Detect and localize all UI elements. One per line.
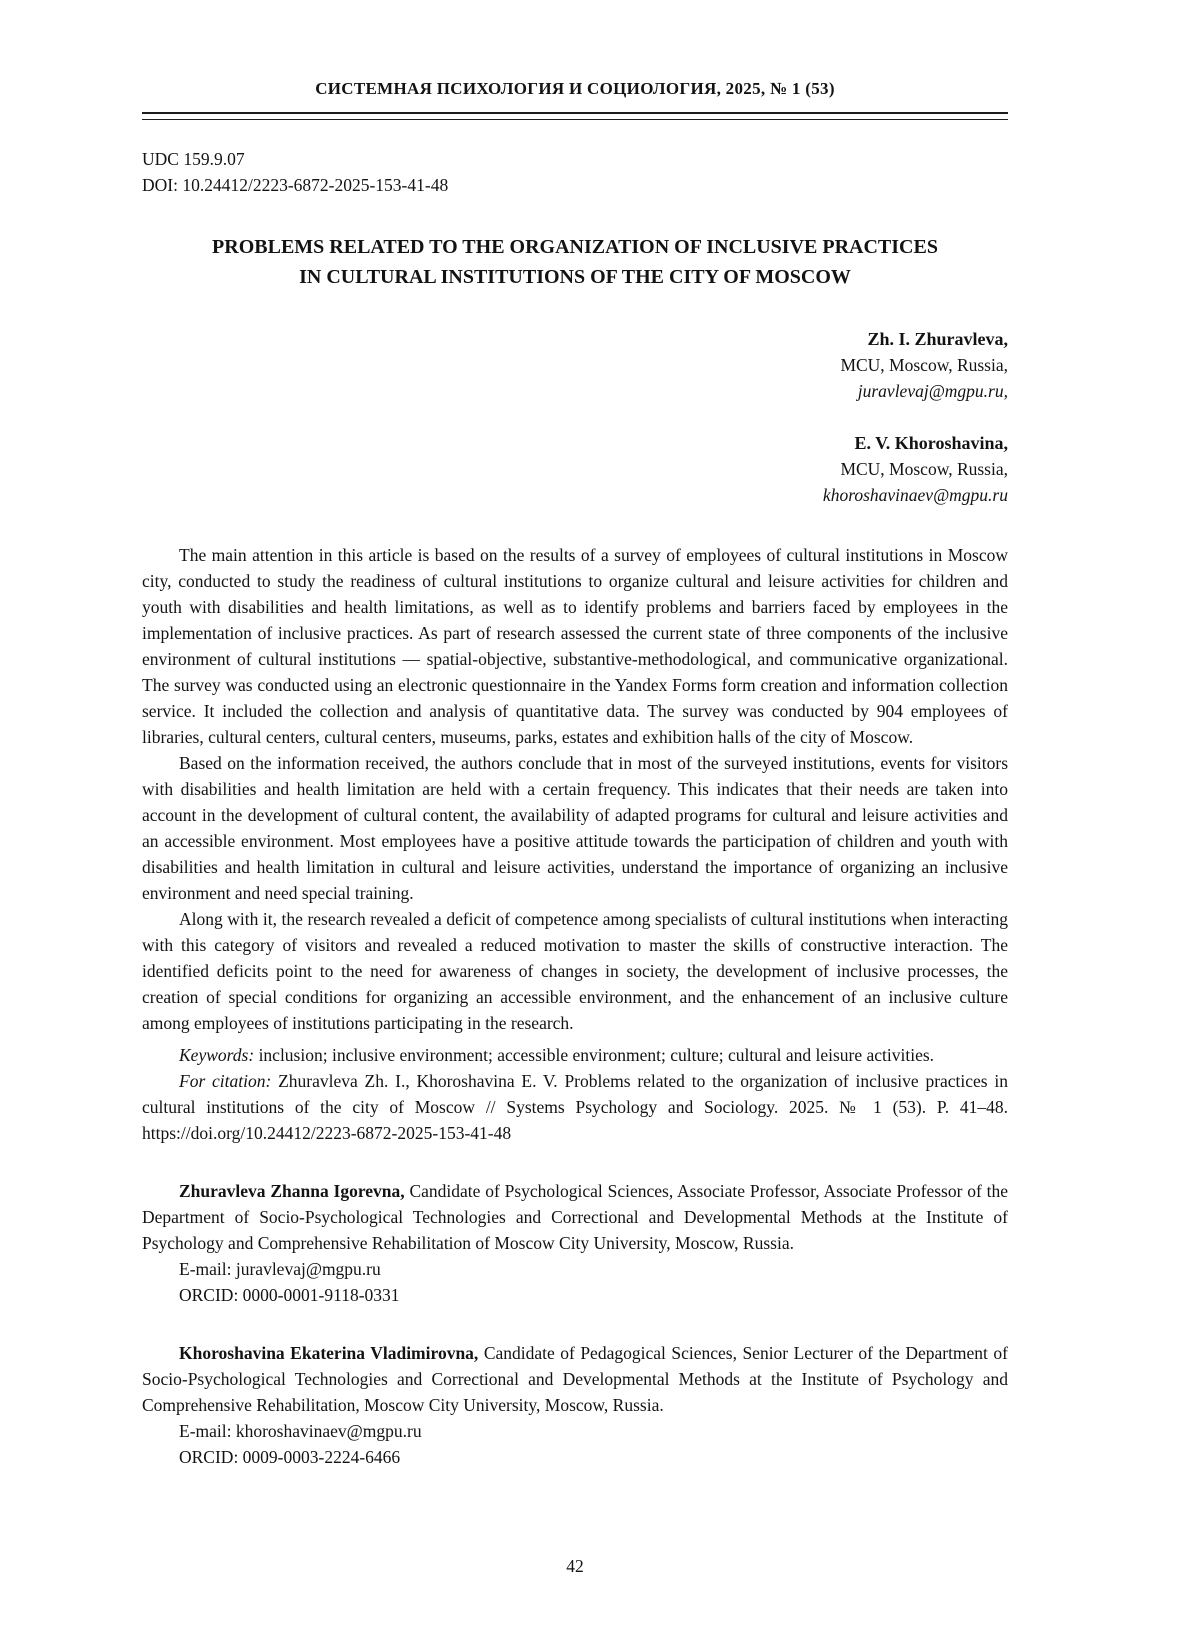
author-name: Zh. I. Zhuravleva, [867, 329, 1008, 349]
abstract-paragraph: Based on the information received, the authors conclude that in most of the surveyed institutions, events for visitors with disabilities and health limitation are held with a certain frequency. This indicates that their needs are taken into account in the development of cultural content, the availability of adapted programs for cultural and leisure activities and an accessible environment. Most employees have a positive attitude towards the participation of children and youth with disabilities and health limitation in cultural and leisure activities, understand the importance of organizing an inclusive environment and need special training. [142, 753, 1008, 903]
author-block-1 [142, 326, 1008, 404]
keywords-text: inclusion; inclusive environment; accessible environment; culture; cultural and leisure activities. [258, 1045, 935, 1065]
bio-orcid: ORCID: 0000-0001-9118-0331 [179, 1285, 400, 1305]
abstract-section [142, 542, 1008, 1036]
keywords-paragraph [142, 1042, 1008, 1068]
header-divider-rule [142, 112, 1008, 120]
page-number: 42 [566, 1556, 584, 1576]
bio-paragraph [142, 1178, 1008, 1256]
bio-author-text: Candidate of Psychological Sciences, Associate Professor, Associate Professor of the Department of Socio-Psychological Technologies and Correctional and Developmental Methods at the Institute of Psychology and Comprehensive Rehabilitation of Moscow City University, Moscow, Russia. [142, 1181, 1008, 1253]
journal-header: СИСТЕМНАЯ ПСИХОЛОГИЯ И СОЦИОЛОГИЯ, 2025, № 1 (53) [315, 79, 835, 98]
bio-email: E-mail: khoroshavinaev@mgpu.ru [179, 1421, 422, 1441]
keywords-label: Keywords: [179, 1045, 255, 1065]
abstract-paragraph: Along with it, the research revealed a deficit of competence among specialists of cultural institutions when interacting with this category of visitors and revealed a reduced motivation to master the skills of constructive interaction. The identified deficits point to the need for awareness of changes in society, the development of inclusive processes, the creation of special conditions for organizing an accessible environment, and the enhancement of an inclusive culture among employees of institutions participating in the research. [142, 909, 1008, 1033]
citation-label: For citation: [179, 1071, 272, 1091]
article-title [142, 232, 1008, 292]
bio-author-name: Khoroshavina Ekaterina Vladimirovna, [179, 1343, 479, 1363]
author-bio-1 [142, 1178, 1008, 1308]
citation-paragraph [142, 1068, 1008, 1146]
author-block-2 [142, 430, 1008, 508]
bio-paragraph [142, 1340, 1008, 1418]
article-title-line1: PROBLEMS RELATED TO THE ORGANIZATION OF INCLUSIVE PRACTICES [212, 236, 938, 258]
bio-author-name: Zhuravleva Zhanna Igorevna, [179, 1181, 405, 1201]
udc-line: UDC 159.9.07 [142, 149, 245, 169]
article-title-line2: IN CULTURAL INSTITUTIONS OF THE CITY OF MOSCOW [299, 266, 851, 288]
doi-line: DOI: 10.24412/2223-6872-2025-153-41-48 [142, 175, 449, 195]
bio-author-text: Candidate of Pedagogical Sciences, Senior Lecturer of the Department of Socio-Psychological Technologies and Correctional and Developmental Methods at the Institute of Psychology and Comprehensive Rehabilitation, Moscow City University, Moscow, Russia. [142, 1343, 1008, 1415]
citation-text: Zhuravleva Zh. I., Khoroshavina E. V. Problems related to the organization of inclusive practices in cultural institutions of the city of Moscow // Systems Psychology and Sociology. 2025. № 1 (53). P. 41–48. https://doi.org/10.24412/2223-6872-2025-153-41-48 [142, 1071, 1009, 1143]
author-affiliation: MCU, Moscow, Russia, [840, 459, 1008, 479]
author-email: juravlevaj@mgpu.ru, [857, 381, 1008, 401]
author-name: E. V. Khoroshavina, [854, 433, 1008, 453]
author-email: khoroshavinaev@mgpu.ru [822, 485, 1008, 505]
bio-email: E-mail: juravlevaj@mgpu.ru [179, 1259, 381, 1279]
abstract-paragraph: The main attention in this article is based on the results of a survey of employees of cultural institutions in Moscow city, conducted to study the readiness of cultural institutions to organize cultural and leisure activities for children and youth with disabilities and health limitations, as well as to identify problems and barriers faced by employees in the implementation of inclusive practices. As part of research assessed the current state of three components of the inclusive environment of cultural institutions — spatial-objective, substantive-methodological, and communicative organizational. The survey was conducted using an electronic questionnaire in the Yandex Forms form creation and information collection service. It included the collection and analysis of quantitative data. The survey was conducted by 904 employees of libraries, cultural centers, cultural centers, museums, parks, estates and exhibition halls of the city of Moscow. [142, 545, 1008, 747]
author-bio-2 [142, 1340, 1008, 1470]
bio-orcid: ORCID: 0009-0003-2224-6466 [179, 1447, 401, 1467]
author-affiliation: MCU, Moscow, Russia, [840, 355, 1008, 375]
